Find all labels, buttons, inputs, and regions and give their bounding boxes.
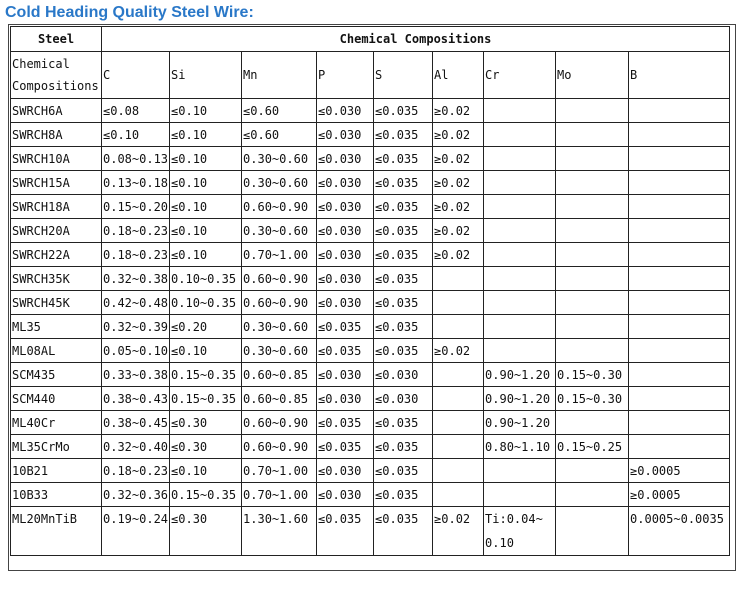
cell-al bbox=[433, 267, 484, 291]
cell-s: ≤0.035 bbox=[374, 507, 433, 556]
cell-mo bbox=[556, 315, 629, 339]
cell-p: ≤0.035 bbox=[317, 507, 374, 556]
table-row bbox=[11, 171, 730, 195]
cell-p: ≤0.035 bbox=[317, 435, 374, 459]
cell-mo: 0.15~0.25 bbox=[556, 435, 629, 459]
cell-al: ≥0.02 bbox=[433, 123, 484, 147]
cell-b bbox=[629, 339, 730, 363]
cell-c: 0.32~0.39 bbox=[102, 315, 170, 339]
table-row bbox=[11, 435, 730, 459]
cell-c: 0.18~0.23 bbox=[102, 219, 170, 243]
cell-b bbox=[629, 243, 730, 267]
cell-mo bbox=[556, 243, 629, 267]
cell-cr bbox=[484, 123, 556, 147]
column-label-row bbox=[11, 52, 730, 99]
cell-c: 0.32~0.36 bbox=[102, 483, 170, 507]
cell-cr bbox=[484, 171, 556, 195]
cell-al bbox=[433, 411, 484, 435]
cell-c: 0.19~0.24 bbox=[102, 507, 170, 556]
cell-b bbox=[629, 363, 730, 387]
cell-si: ≤0.30 bbox=[170, 507, 242, 556]
cell-s: ≤0.035 bbox=[374, 459, 433, 483]
cell-mo bbox=[556, 219, 629, 243]
cell-mo bbox=[556, 339, 629, 363]
cell-p: ≤0.035 bbox=[317, 315, 374, 339]
cell-s: ≤0.035 bbox=[374, 435, 433, 459]
cell-al: ≥0.02 bbox=[433, 219, 484, 243]
steel-grade-cell: ML40Cr bbox=[11, 411, 102, 435]
cell-c: 0.13~0.18 bbox=[102, 171, 170, 195]
cell-al bbox=[433, 291, 484, 315]
cell-mo bbox=[556, 459, 629, 483]
cell-mn: 0.70~1.00 bbox=[242, 243, 317, 267]
cell-si: ≤0.30 bbox=[170, 411, 242, 435]
cell-p: ≤0.035 bbox=[317, 411, 374, 435]
cell-si: ≤0.10 bbox=[170, 99, 242, 123]
cell-mn: 0.30~0.60 bbox=[242, 315, 317, 339]
cell-c: 0.32~0.38 bbox=[102, 267, 170, 291]
steel-grade-cell: SCM435 bbox=[11, 363, 102, 387]
cell-cr bbox=[484, 195, 556, 219]
cell-si: 0.15~0.35 bbox=[170, 363, 242, 387]
table-header-row bbox=[11, 27, 730, 52]
cell-si: ≤0.10 bbox=[170, 219, 242, 243]
cell-al bbox=[433, 387, 484, 411]
cell-p: ≤0.030 bbox=[317, 195, 374, 219]
cell-mo bbox=[556, 291, 629, 315]
cell-c: 0.18~0.23 bbox=[102, 459, 170, 483]
cell-al: ≥0.02 bbox=[433, 171, 484, 195]
cell-mn: 0.30~0.60 bbox=[242, 219, 317, 243]
cell-al: ≥0.02 bbox=[433, 195, 484, 219]
cell-al bbox=[433, 483, 484, 507]
cell-b: ≥0.0005 bbox=[629, 483, 730, 507]
table-row bbox=[11, 459, 730, 483]
table-row bbox=[11, 483, 730, 507]
cell-p: ≤0.030 bbox=[317, 219, 374, 243]
cell-s: ≤0.035 bbox=[374, 99, 433, 123]
chemical-compositions-header: Chemical Compositions bbox=[102, 27, 730, 52]
col-cr: Cr bbox=[484, 52, 556, 99]
cell-cr bbox=[484, 267, 556, 291]
table-row bbox=[11, 195, 730, 219]
cell-al bbox=[433, 435, 484, 459]
cell-si: ≤0.10 bbox=[170, 459, 242, 483]
cell-p: ≤0.030 bbox=[317, 291, 374, 315]
cell-s: ≤0.035 bbox=[374, 267, 433, 291]
cell-mo bbox=[556, 147, 629, 171]
table-row bbox=[11, 363, 730, 387]
table-row bbox=[11, 411, 730, 435]
cell-al: ≥0.02 bbox=[433, 147, 484, 171]
cell-si: ≤0.10 bbox=[170, 171, 242, 195]
page-title: Cold Heading Quality Steel Wire: bbox=[5, 4, 254, 21]
cell-mn: ≤0.60 bbox=[242, 123, 317, 147]
cell-al: ≥0.02 bbox=[433, 99, 484, 123]
cell-cr bbox=[484, 483, 556, 507]
col-s: S bbox=[374, 52, 433, 99]
cell-mo bbox=[556, 411, 629, 435]
cell-s: ≤0.035 bbox=[374, 219, 433, 243]
cell-s: ≤0.035 bbox=[374, 195, 433, 219]
cell-mn: 0.30~0.60 bbox=[242, 147, 317, 171]
cell-mo: 0.15~0.30 bbox=[556, 387, 629, 411]
cell-p: ≤0.030 bbox=[317, 123, 374, 147]
cell-cr: Ti:0.04~0.10 bbox=[484, 507, 556, 556]
cell-p: ≤0.030 bbox=[317, 483, 374, 507]
steel-grade-cell: SWRCH35K bbox=[11, 267, 102, 291]
cell-s: ≤0.035 bbox=[374, 171, 433, 195]
cell-mo: 0.15~0.30 bbox=[556, 363, 629, 387]
cell-s: ≤0.035 bbox=[374, 291, 433, 315]
cell-p: ≤0.030 bbox=[317, 99, 374, 123]
chemical-compositions-label: Chemical Compositions bbox=[11, 52, 102, 99]
cell-p: ≤0.030 bbox=[317, 147, 374, 171]
cell-c: ≤0.08 bbox=[102, 99, 170, 123]
cell-mn: 0.60~0.90 bbox=[242, 435, 317, 459]
cell-cr bbox=[484, 315, 556, 339]
cell-s: ≤0.035 bbox=[374, 147, 433, 171]
cell-mn: 0.60~0.90 bbox=[242, 291, 317, 315]
steel-grade-cell: 10B33 bbox=[11, 483, 102, 507]
table-row bbox=[11, 267, 730, 291]
steel-grade-cell: ML35CrMo bbox=[11, 435, 102, 459]
cell-p: ≤0.030 bbox=[317, 171, 374, 195]
cell-mn: 0.30~0.60 bbox=[242, 339, 317, 363]
col-al: Al bbox=[433, 52, 484, 99]
cell-cr: 0.90~1.20 bbox=[484, 363, 556, 387]
table-row bbox=[11, 315, 730, 339]
cell-mn: ≤0.60 bbox=[242, 99, 317, 123]
composition-table bbox=[10, 26, 730, 556]
steel-grade-cell: SWRCH20A bbox=[11, 219, 102, 243]
cell-b bbox=[629, 195, 730, 219]
cell-p: ≤0.030 bbox=[317, 243, 374, 267]
cell-si: ≤0.10 bbox=[170, 195, 242, 219]
cell-cr bbox=[484, 291, 556, 315]
col-mn: Mn bbox=[242, 52, 317, 99]
steel-grade-cell: SWRCH10A bbox=[11, 147, 102, 171]
steel-grade-cell: 10B21 bbox=[11, 459, 102, 483]
steel-grade-cell: SWRCH8A bbox=[11, 123, 102, 147]
cell-al bbox=[433, 363, 484, 387]
cell-mo bbox=[556, 171, 629, 195]
steel-grade-cell: SWRCH45K bbox=[11, 291, 102, 315]
cell-p: ≤0.030 bbox=[317, 267, 374, 291]
cell-al bbox=[433, 315, 484, 339]
cell-si: ≤0.10 bbox=[170, 123, 242, 147]
cell-si: ≤0.10 bbox=[170, 243, 242, 267]
cell-b: ≥0.0005 bbox=[629, 459, 730, 483]
cell-si: ≤0.20 bbox=[170, 315, 242, 339]
steel-grade-cell: SCM440 bbox=[11, 387, 102, 411]
cell-s: ≤0.035 bbox=[374, 411, 433, 435]
cell-mn: 0.60~0.90 bbox=[242, 267, 317, 291]
steel-grade-cell: SWRCH6A bbox=[11, 99, 102, 123]
cell-p: ≤0.030 bbox=[317, 387, 374, 411]
table-row bbox=[11, 147, 730, 171]
cell-mo bbox=[556, 123, 629, 147]
cell-c: 0.33~0.38 bbox=[102, 363, 170, 387]
cell-s: ≤0.030 bbox=[374, 363, 433, 387]
cell-cr bbox=[484, 99, 556, 123]
col-mo: Mo bbox=[556, 52, 629, 99]
col-b: B bbox=[629, 52, 730, 99]
cell-mo bbox=[556, 99, 629, 123]
cell-s: ≤0.035 bbox=[374, 315, 433, 339]
cell-b bbox=[629, 147, 730, 171]
cell-b bbox=[629, 99, 730, 123]
steel-header: Steel bbox=[11, 27, 102, 52]
cell-c: 0.38~0.43 bbox=[102, 387, 170, 411]
cell-si: 0.15~0.35 bbox=[170, 387, 242, 411]
table-row bbox=[11, 339, 730, 363]
cell-c: 0.15~0.20 bbox=[102, 195, 170, 219]
cell-cr: 0.80~1.10 bbox=[484, 435, 556, 459]
cell-mn: 0.70~1.00 bbox=[242, 483, 317, 507]
steel-grade-cell: SWRCH18A bbox=[11, 195, 102, 219]
steel-grade-cell: ML20MnTiB bbox=[11, 507, 102, 556]
cell-mn: 0.60~0.85 bbox=[242, 387, 317, 411]
cell-cr bbox=[484, 243, 556, 267]
cell-b bbox=[629, 411, 730, 435]
cell-b bbox=[629, 219, 730, 243]
table-row bbox=[11, 507, 730, 556]
cell-cr bbox=[484, 147, 556, 171]
cell-mn: 0.60~0.90 bbox=[242, 411, 317, 435]
cell-cr: 0.90~1.20 bbox=[484, 411, 556, 435]
cell-mn: 0.60~0.90 bbox=[242, 195, 317, 219]
cell-si: 0.10~0.35 bbox=[170, 267, 242, 291]
cell-b bbox=[629, 123, 730, 147]
cell-cr bbox=[484, 459, 556, 483]
cell-al: ≥0.02 bbox=[433, 339, 484, 363]
cell-p: ≤0.030 bbox=[317, 459, 374, 483]
col-si: Si bbox=[170, 52, 242, 99]
cell-mn: 0.30~0.60 bbox=[242, 171, 317, 195]
table-row bbox=[11, 387, 730, 411]
cell-cr: 0.90~1.20 bbox=[484, 387, 556, 411]
cell-mn: 1.30~1.60 bbox=[242, 507, 317, 556]
cell-si: 0.15~0.35 bbox=[170, 483, 242, 507]
cell-s: ≤0.030 bbox=[374, 387, 433, 411]
steel-grade-cell: ML35 bbox=[11, 315, 102, 339]
cell-b bbox=[629, 267, 730, 291]
cell-al: ≥0.02 bbox=[433, 507, 484, 556]
cell-c: 0.32~0.40 bbox=[102, 435, 170, 459]
cell-p: ≤0.035 bbox=[317, 339, 374, 363]
col-p: P bbox=[317, 52, 374, 99]
cell-b bbox=[629, 171, 730, 195]
table-row bbox=[11, 243, 730, 267]
cell-c: ≤0.10 bbox=[102, 123, 170, 147]
col-c: C bbox=[102, 52, 170, 99]
cell-b bbox=[629, 435, 730, 459]
cell-s: ≤0.035 bbox=[374, 243, 433, 267]
table-row bbox=[11, 291, 730, 315]
cell-p: ≤0.030 bbox=[317, 363, 374, 387]
cell-s: ≤0.035 bbox=[374, 483, 433, 507]
cell-mn: 0.60~0.85 bbox=[242, 363, 317, 387]
table-row bbox=[11, 123, 730, 147]
cell-s: ≤0.035 bbox=[374, 339, 433, 363]
cell-b bbox=[629, 315, 730, 339]
cell-mn: 0.70~1.00 bbox=[242, 459, 317, 483]
cell-mo bbox=[556, 507, 629, 556]
cell-c: 0.18~0.23 bbox=[102, 243, 170, 267]
cell-mo bbox=[556, 483, 629, 507]
table-row bbox=[11, 99, 730, 123]
cell-si: 0.10~0.35 bbox=[170, 291, 242, 315]
table-row bbox=[11, 219, 730, 243]
cell-cr bbox=[484, 219, 556, 243]
cell-c: 0.42~0.48 bbox=[102, 291, 170, 315]
cell-cr bbox=[484, 339, 556, 363]
cell-al: ≥0.02 bbox=[433, 243, 484, 267]
cell-b: 0.0005~0.0035 bbox=[629, 507, 730, 556]
cell-mo bbox=[556, 267, 629, 291]
steel-grade-cell: ML08AL bbox=[11, 339, 102, 363]
cell-c: 0.38~0.45 bbox=[102, 411, 170, 435]
cell-c: 0.08~0.13 bbox=[102, 147, 170, 171]
steel-grade-cell: SWRCH22A bbox=[11, 243, 102, 267]
cell-al bbox=[433, 459, 484, 483]
steel-grade-cell: SWRCH15A bbox=[11, 171, 102, 195]
cell-si: ≤0.30 bbox=[170, 435, 242, 459]
cell-b bbox=[629, 387, 730, 411]
cell-b bbox=[629, 291, 730, 315]
cell-si: ≤0.10 bbox=[170, 147, 242, 171]
cell-mo bbox=[556, 195, 629, 219]
cell-c: 0.05~0.10 bbox=[102, 339, 170, 363]
cell-si: ≤0.10 bbox=[170, 339, 242, 363]
cell-s: ≤0.035 bbox=[374, 123, 433, 147]
